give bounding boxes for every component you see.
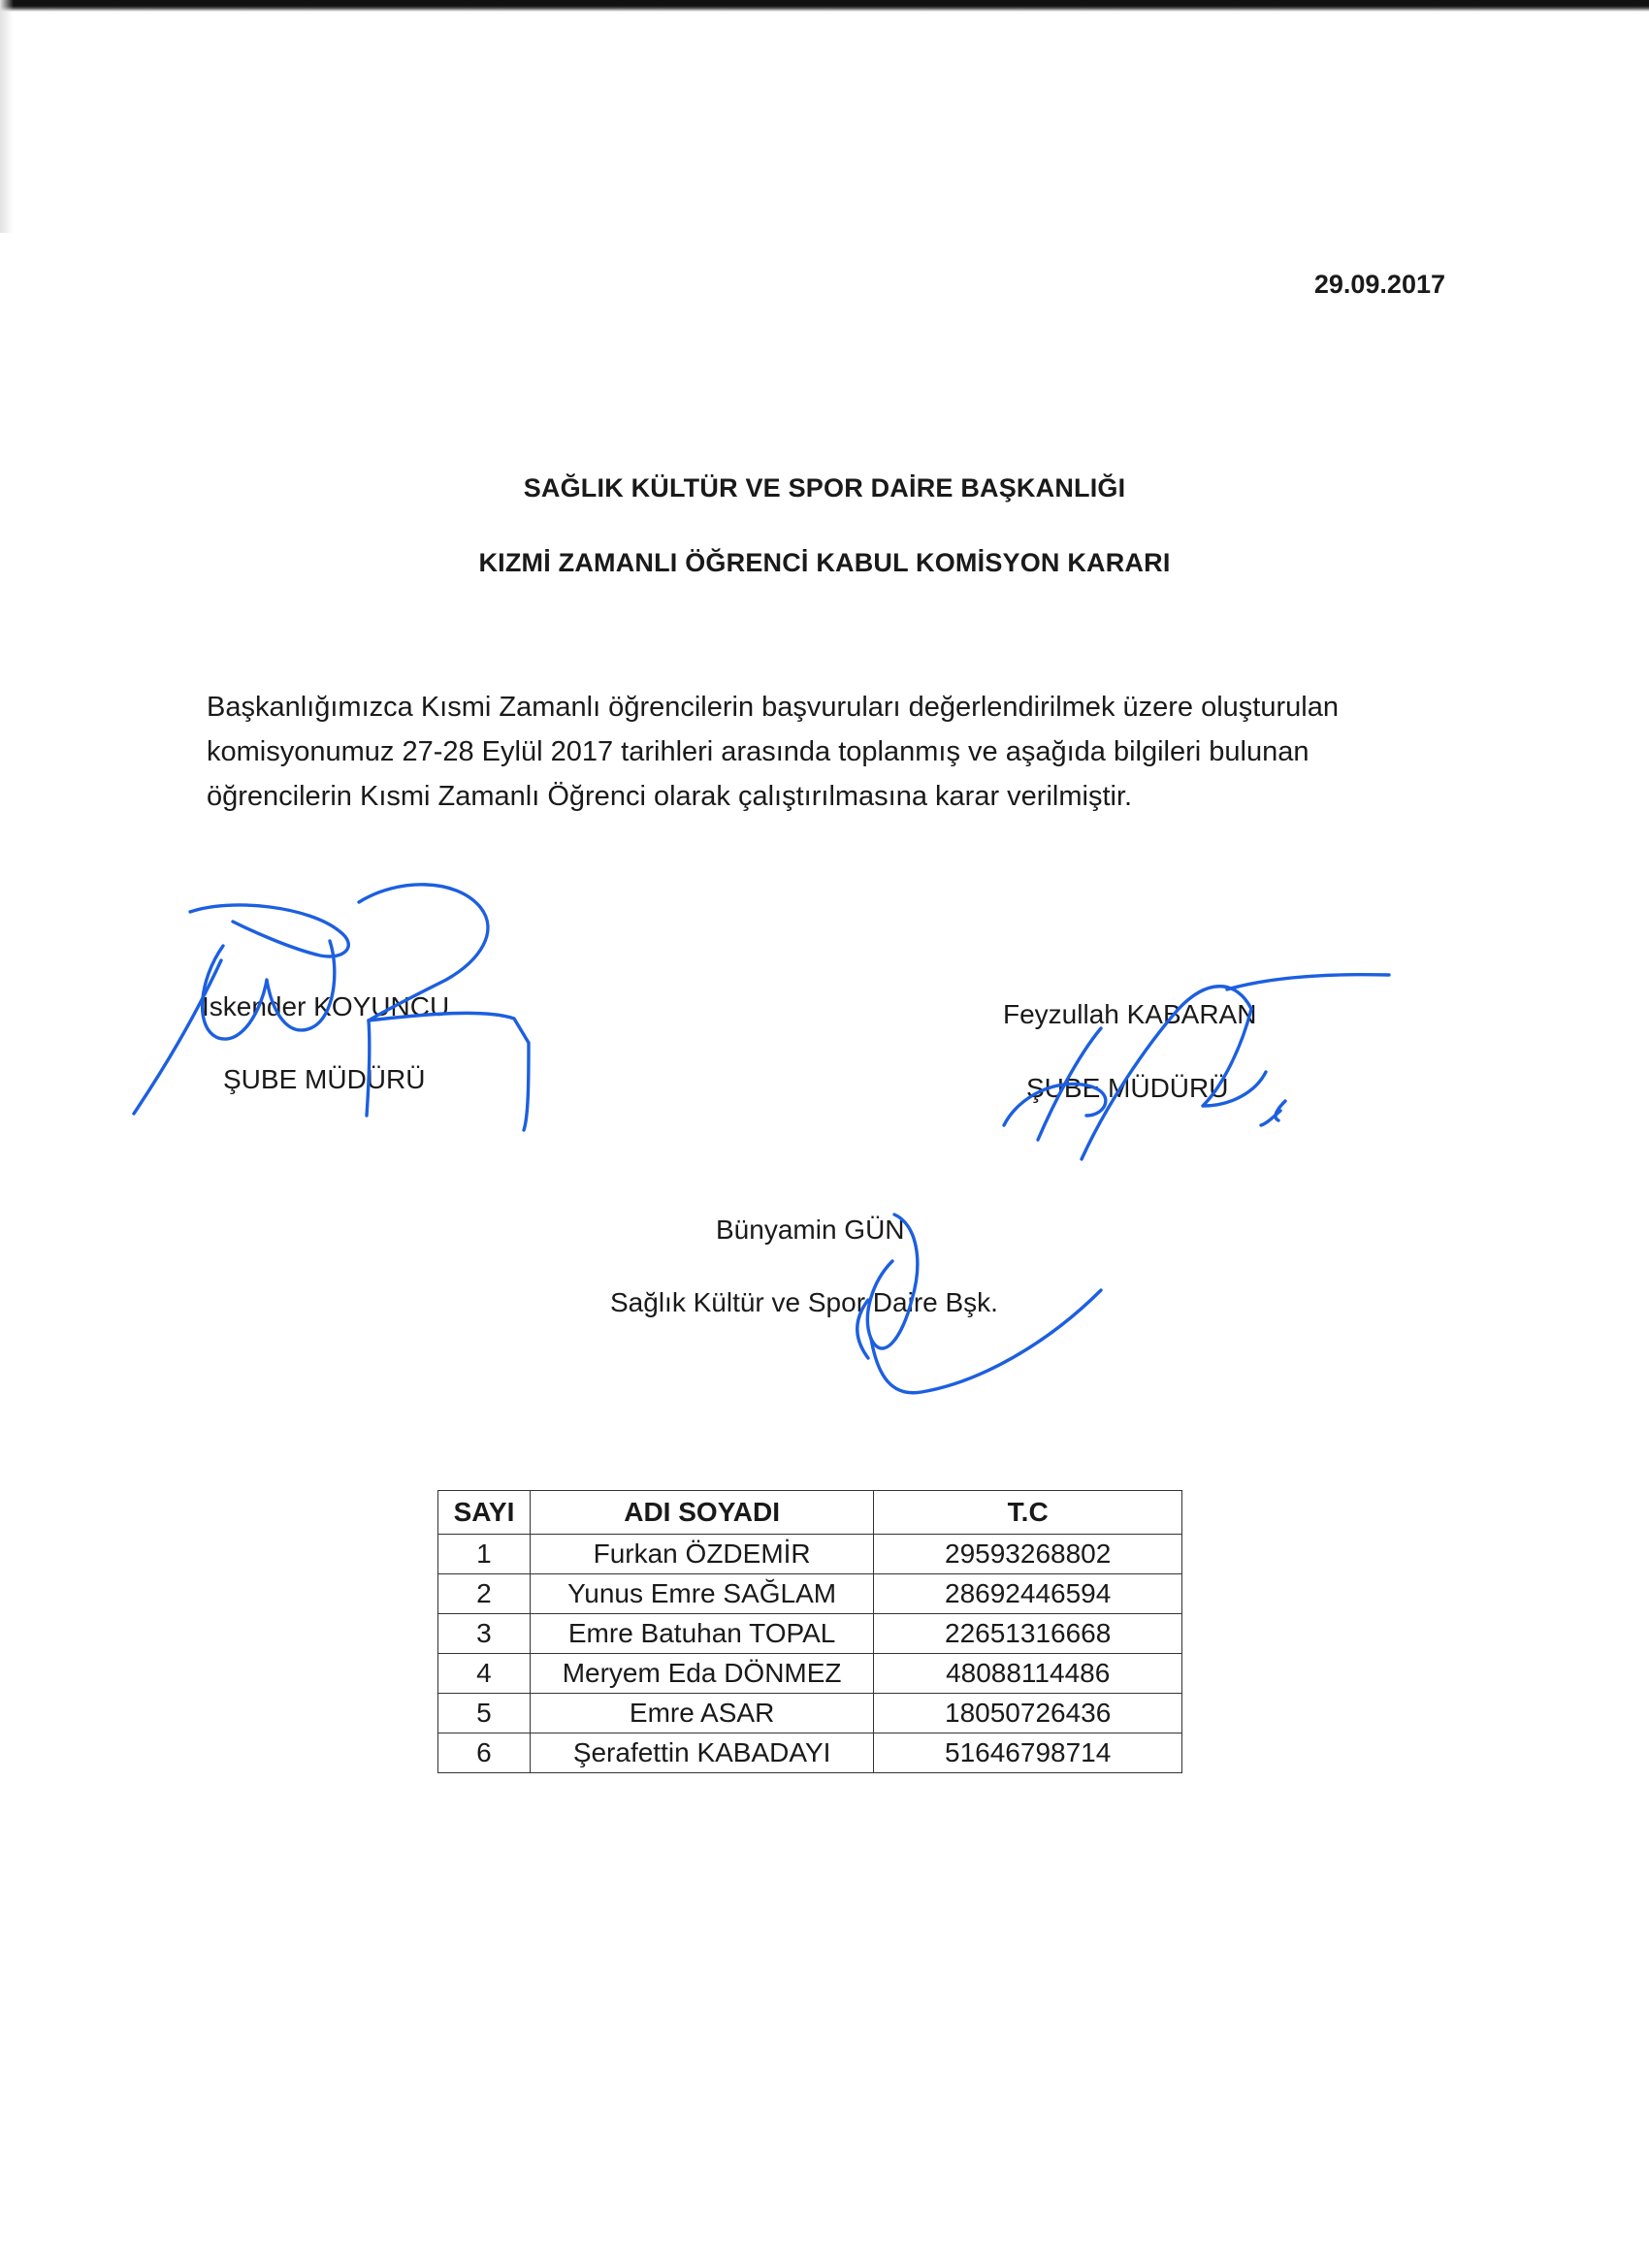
cell-name: Meryem Eda DÖNMEZ	[530, 1654, 873, 1694]
scan-edge-top	[0, 0, 1649, 12]
cell-name: Emre Batuhan TOPAL	[530, 1614, 873, 1654]
cell-tc: 18050726436	[874, 1694, 1182, 1733]
signatory-3-name: Bünyamin GÜN	[716, 1215, 905, 1245]
cell-tc: 29593268802	[874, 1535, 1182, 1574]
header-tc: T.C	[874, 1491, 1182, 1535]
title-department: SAĞLIK KÜLTÜR VE SPOR DAİRE BAŞKANLIĞI	[523, 473, 1126, 502]
cell-tc: 28692446594	[874, 1574, 1182, 1614]
cell-name: Emre ASAR	[530, 1694, 873, 1733]
students-table	[437, 1490, 1182, 1773]
signatory-1-name: İskender KOYUNCU	[202, 991, 450, 1021]
cell-sayi: 3	[438, 1614, 531, 1654]
signatory-2-name: Feyzullah KABARAN	[1003, 999, 1257, 1029]
decision-paragraph	[207, 685, 1458, 819]
table-header-row	[438, 1491, 1182, 1535]
cell-name: Furkan ÖZDEMİR	[530, 1535, 873, 1574]
paragraph-line: komisyonumuz 27-28 Eylül 2017 tarihleri arasında toplanmış ve aşağıda bilgileri bulunan	[207, 736, 1310, 767]
cell-name: Şerafettin KABADAYI	[530, 1733, 873, 1773]
title-decision: KIZMİ ZAMANLI ÖĞRENCİ KABUL KOMİSYON KARARI	[478, 548, 1171, 577]
cell-tc: 48088114486	[874, 1654, 1182, 1694]
table-row	[438, 1654, 1182, 1694]
cell-name: Yunus Emre SAĞLAM	[530, 1574, 873, 1614]
table-row	[438, 1614, 1182, 1654]
header-adi-soyadi: ADI SOYADI	[530, 1491, 873, 1535]
paragraph-line: Başkanlığımızca Kısmi Zamanlı öğrencilerin başvuruları değerlendirilmek üzere oluşturulan	[207, 692, 1339, 723]
cell-sayi: 1	[438, 1535, 531, 1574]
document-date: 29.09.2017	[1313, 270, 1445, 299]
cell-tc: 51646798714	[874, 1733, 1182, 1773]
paragraph-line: öğrencilerin Kısmi Zamanlı Öğrenci olarak çalıştırılmasına karar verilmiştir.	[207, 781, 1133, 812]
signatory-1-title: ŞUBE MÜDÜRÜ	[223, 1064, 426, 1094]
cell-tc: 22651316668	[874, 1614, 1182, 1654]
scan-edge-left	[0, 0, 14, 233]
table-row	[438, 1574, 1182, 1614]
table-row	[438, 1535, 1182, 1574]
signatory-2-title: ŞUBE MÜDÜRÜ	[1026, 1073, 1229, 1103]
cell-sayi: 2	[438, 1574, 531, 1614]
table-row	[438, 1733, 1182, 1773]
header-sayi: SAYI	[438, 1491, 531, 1535]
signatory-3-title: Sağlık Kültür ve Spor Daire Bşk.	[610, 1287, 998, 1317]
table-row	[438, 1694, 1182, 1733]
cell-sayi: 4	[438, 1654, 531, 1694]
cell-sayi: 6	[438, 1733, 531, 1773]
cell-sayi: 5	[438, 1694, 531, 1733]
